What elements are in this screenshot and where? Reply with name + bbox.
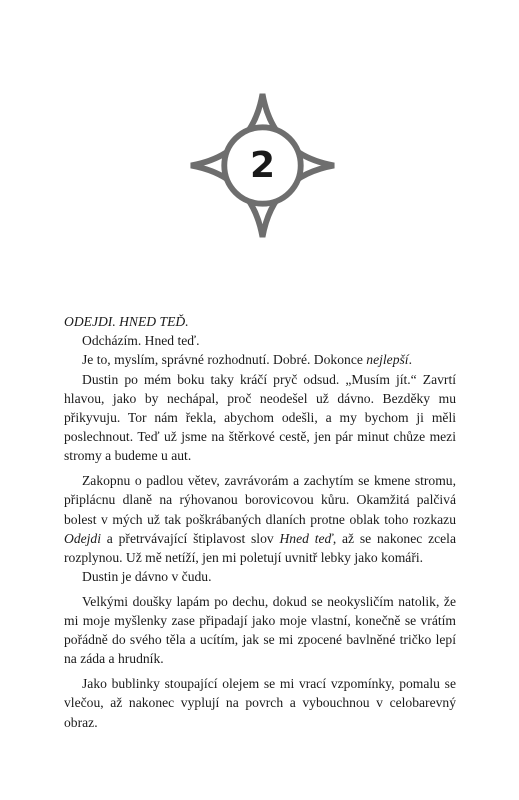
chapter-text [64,312,456,732]
paragraph: Odcházím. Hned teď. [82,333,200,349]
paragraph: Dustin po mém boku taky kráčí pryč odsud. „Musím jít.“ Zavrtí hlavou, jako by nechápal, proč neodešel už dávno. Bezděky mu přikyvuju. Tor nám řekla, abychom odešli, a my bychom ji měli poslechnout. Teď už jsme na štěrkové cestě, jen pár minut chůze mezi stromy a budeme u aut. [64,371,456,464]
chapter-number: 2 [249,144,276,186]
paragraph: Je to, myslím, správné rozhodnutí. Dobré. Dokonce nejlepší. [82,352,412,368]
paragraph: Dustin je dávno v čudu. [82,569,212,585]
paragraph: Zakopnu o padlou větev, zavrávorám a zachytím se kmene stromu, připlácnu dlaně na rýhovanou borovicovou kůru. Okamžitá palčivá bolest v mých už tak poškrábaných dlaních protne oblak toho rozkazu Odejdi a přetrvávající štiplavost slov Hned teď, až se nakonec zcela rozplynou. Už mě netíží, jen mi poletují uvnitř lebky jako komáři. [64,473,456,565]
paragraph: Velkými doušky lapám po dechu, dokud se neokysličím natolik, že mi moje myšlenky zase připadají jako moje vlastní, konečně se vrátím pořádně do svého těla a ucítím, jak se mi zpocené bavlněné tričko lepí na záda a hrudník. [64,593,456,667]
paragraph: Jako bublinky stoupající olejem se mi vrací vzpomínky, pomalu se vlečou, až nakonec vyplují na povrch a vybouchnou v celobarevný obraz. [64,676,456,730]
paragraph: ODEJDI. HNED TEĎ. [64,314,189,329]
